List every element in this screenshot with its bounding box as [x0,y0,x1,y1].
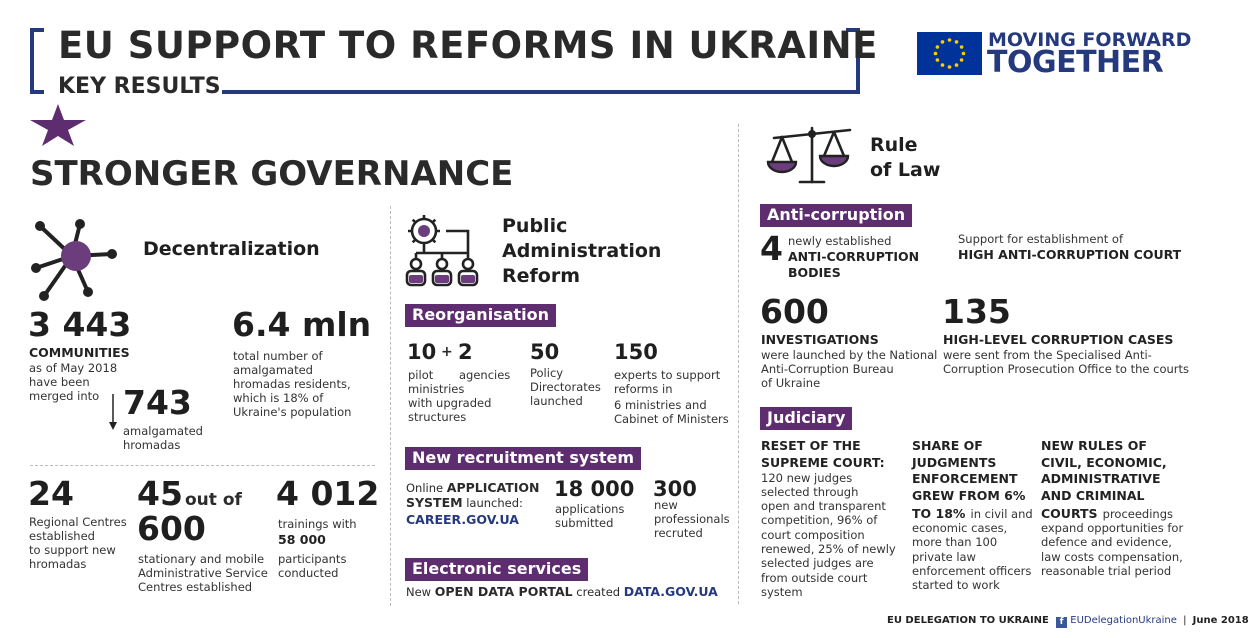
reset-bold-2: SUPREME COURT: [761,455,885,470]
communities-desc-2: have been [29,375,90,389]
facebook-icon: f [1056,617,1067,628]
applications-value: 18 000 [554,477,635,501]
down-arrow-icon [109,394,117,430]
reset-desc-6: selected judges are [761,556,874,570]
ministries-desc-2: ministries [408,382,465,396]
asc-out-of: out of [185,490,242,510]
reset-desc-5: renewed, 25% of newly [761,542,896,556]
online-system-line2 [406,495,523,511]
share-bold-0: SHARE OF [912,438,983,453]
rules-desc-3: reasonable trial period [1041,564,1172,578]
share-desc-3: enforcement officers [912,564,1032,578]
star-arrow-icon [30,104,86,146]
residents-desc-3: hromadas residents, [233,377,351,391]
par-label-1: Public [502,215,568,237]
directorates-desc-3: launched [530,394,583,408]
online-bold-2: SYSTEM [406,495,463,510]
share-bold-2: ENFORCEMENT [912,471,1018,486]
rules-line-courts [1041,505,1173,521]
share-desc-4: started to work [912,578,1000,592]
reset-desc-0: 120 new judges [761,471,853,485]
footer-handle[interactable]: EUDelegationUkraine [1070,615,1177,626]
rules-desc-0: expand opportunities for [1041,521,1184,535]
experts-desc-4: Cabinet of Ministers [614,412,729,426]
share-line-to [912,505,1033,521]
portal-bold: OPEN DATA PORTAL [434,584,573,599]
rules-bold-last: COURTS [1041,506,1098,521]
title-bracket-left [30,28,44,94]
rule-of-law-heading-1: Rule [870,134,918,156]
recruitment-tag: New recruitment system [405,447,641,470]
agencies-value: 2 [458,340,473,364]
cases-desc-2: Corruption Prosecution Office to the courts [943,362,1190,376]
reset-desc-4: court composition [761,528,865,542]
share-desc-first: in civil and [970,507,1033,521]
share-desc-1: more than 100 [912,535,998,549]
residents-desc-5: Ukraine's population [233,405,352,419]
professionals-desc-3: recruted [654,526,703,540]
portal-mid: created [576,585,621,599]
professionals-desc-2: professionals [654,512,730,526]
rules-desc-first: proceedings [1102,507,1173,521]
asc-total: 600 [137,509,206,548]
investigations-desc-2: Anti-Corruption Bureau [761,362,894,376]
row-divider-decentralization [30,465,375,466]
column-divider-governance [390,206,391,606]
communities-desc-1: as of May 2018 [29,361,118,375]
cases-value: 135 [942,292,1011,331]
share-desc-0: economic cases, [912,521,1008,535]
trainings-desc-2: participants [278,552,347,566]
page-subtitle: KEY RESULTS [58,74,221,99]
logo-text-line2: TOGETHER [987,45,1164,80]
centres-desc-2: established [29,529,95,543]
experts-desc-2: reforms in [614,382,673,396]
scales-icon [764,124,860,188]
footer-date: June 2018 [1192,615,1249,626]
residents-desc-1: total number of [233,349,323,363]
trainings-value: 4 012 [276,474,380,513]
share-bold-3: GREW FROM 6% [912,488,1026,503]
rules-bold-0: NEW RULES OF [1041,438,1147,453]
online-bold-1: APPLICATION [446,480,540,495]
ministries-desc-4: structures [408,410,467,424]
court-desc: Support for establishment of [958,232,1123,246]
reset-desc-7: from outside court [761,571,868,585]
asc-value: 45 [137,474,183,513]
decentralization-label: Decentralization [143,238,320,260]
directorates-desc-1: Policy [530,366,564,380]
portal-prefix: New [406,585,432,599]
hromadas-value: 743 [123,383,192,422]
eu-flag-icon [917,32,982,75]
hromadas-desc-2: hromadas [123,438,181,452]
trainings-participants: 58 000 [278,532,326,547]
court-bold: HIGH ANTI-CORRUPTION COURT [958,247,1182,262]
reset-desc-1: selected through [761,485,859,499]
org-chart-icon [402,213,484,287]
reorganisation-tag: Reorganisation [405,304,556,327]
eservices-tag: Electronic services [405,558,588,581]
bodies-bold-2: BODIES [788,265,841,280]
hromadas-desc-1: amalgamated [123,424,203,438]
plus-sign: + [441,344,453,360]
communities-desc-3: merged into [29,389,100,403]
asc-desc-1: stationary and mobile [138,552,265,566]
centres-desc-1: Regional Centres [29,515,127,529]
page-title: EU SUPPORT TO REFORMS IN UKRAINE [58,24,878,67]
reset-bold-1: RESET OF THE [761,438,861,453]
residents-desc-2: amalgamated [233,363,313,377]
rules-bold-1: CIVIL, ECONOMIC, [1041,455,1167,470]
centres-desc-4: hromadas [29,557,87,571]
directorates-desc-2: Directorates [530,380,601,394]
share-bold-1: JUDGMENTS [912,455,997,470]
network-icon [28,218,120,302]
reset-desc-2: open and transparent [761,499,886,513]
footer [887,614,1249,628]
share-bold-to: TO 18% [912,506,966,521]
applications-desc-1: applications [555,502,625,516]
rule-of-law-heading-2: of Law [870,159,941,181]
professionals-desc-1: new [654,498,678,512]
ministries-value: 10 [407,340,437,364]
bodies-bold-1: ANTI-CORRUPTION [788,249,920,264]
rules-bold-2: ADMINISTRATIVE [1041,471,1161,486]
asc-desc-2: Administrative Service [138,566,268,580]
reset-desc-8: system [761,585,803,599]
share-desc-2: private law [912,550,976,564]
career-link[interactable]: CAREER.GOV.UA [406,512,519,527]
online-suffix: launched: [466,496,523,510]
centres-value: 24 [28,474,74,513]
trainings-desc-1: trainings with [278,517,357,531]
investigations-value: 600 [760,292,829,331]
rules-desc-1: defence and evidence, [1041,535,1172,549]
rules-bold-3: AND CRIMINAL [1041,488,1145,503]
asc-desc-3: Centres established [138,580,253,594]
reset-desc-3: competition, 96% of [761,513,878,527]
online-prefix: Online [406,481,444,495]
title-underline [222,90,860,94]
ministries-desc-1: pilot [408,368,434,382]
online-system-line1 [406,480,540,496]
par-label-3: Reform [502,265,581,287]
footer-org: EU DELEGATION TO UKRAINE [887,615,1049,626]
communities-label: COMMUNITIES [29,345,130,360]
professionals-value: 300 [653,477,697,501]
communities-value: 3 443 [28,305,132,344]
experts-value: 150 [614,340,658,364]
cases-desc-1: were sent from the Specialised Anti- [943,348,1152,362]
investigations-desc-3: of Ukraine [761,376,821,390]
par-label-2: Administration [502,240,662,262]
experts-desc-1: experts to support [614,368,721,382]
residents-value: 6.4 mln [232,305,372,344]
section-heading-governance: STRONGER GOVERNANCE [30,154,514,194]
footer-separator: | [1183,615,1187,626]
directorates-value: 50 [530,340,560,364]
applications-desc-2: submitted [555,516,614,530]
judiciary-tag: Judiciary [760,407,852,430]
agencies-desc: agencies [459,368,511,382]
trainings-desc-3: conducted [278,566,339,580]
investigations-bold: INVESTIGATIONS [761,332,879,347]
centres-desc-3: to support new [29,543,116,557]
experts-desc-3: 6 ministries and [614,398,707,412]
logo-text-line1: MOVING FORWARD [988,29,1192,51]
anticorruption-tag: Anti-corruption [760,204,912,227]
residents-desc-4: which is 18% of [233,391,324,405]
rules-desc-2: law costs compensation, [1041,550,1183,564]
bodies-desc: newly established [788,234,892,248]
ministries-desc-3: with upgraded [408,396,492,410]
investigations-desc-1: were launched by the National [761,348,938,362]
column-divider-main [738,124,739,604]
data-gov-link[interactable]: DATA.GOV.UA [623,584,718,599]
bodies-value: 4 [760,229,783,268]
cases-bold: HIGH-LEVEL CORRUPTION CASES [943,332,1174,347]
open-data-line [406,584,718,600]
